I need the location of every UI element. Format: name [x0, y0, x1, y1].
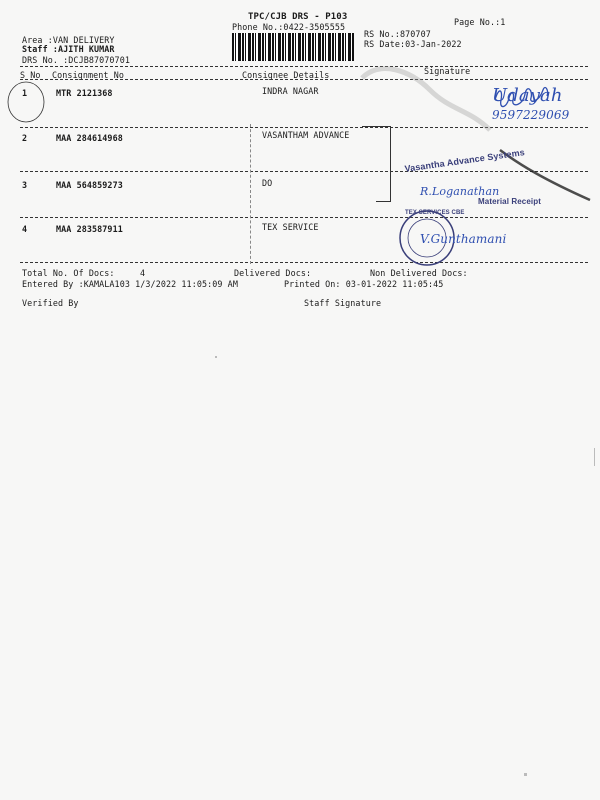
- col-header-consignee: Consignee Details: [242, 70, 330, 80]
- row-4-sno: 4: [22, 224, 28, 234]
- row-1-sno: 1: [22, 88, 28, 98]
- row-1-consignee: INDRA NAGAR: [262, 86, 319, 96]
- row-3-consignee: DO: [262, 178, 273, 188]
- handwritten-phone: 9597229069: [492, 108, 570, 122]
- non-delivered-docs-label: Non Delivered Docs:: [370, 268, 468, 278]
- col-header-consignment: Consignment No: [52, 70, 124, 80]
- row-3-sno: 3: [22, 180, 28, 190]
- row-4-consignment: MAA 283587911: [56, 224, 123, 234]
- printed-on: Printed On: 03-01-2022 11:05:45: [284, 279, 444, 289]
- col-header-signature: Signature: [424, 66, 471, 76]
- annotations-layer: [0, 0, 600, 270]
- drs-number: DRS No. :DCJB87070701: [22, 55, 130, 65]
- company-stamp-line-1: Vasantha Advance Systems: [404, 147, 526, 174]
- scan-speck: [524, 773, 527, 776]
- row-4-consignee: TEX SERVICE: [262, 222, 319, 232]
- row-2-consignee: VASANTHAM ADVANCE: [262, 130, 350, 140]
- entered-by: Entered By :KAMALA103 1/3/2022 11:05:09 AM: [22, 279, 238, 289]
- area-field: Area :VAN DELIVERY: [22, 35, 115, 45]
- round-stamp-signature: V.Gunthamani: [420, 232, 507, 246]
- row-2-sno: 2: [22, 133, 28, 143]
- staff-signature: Staff Signature: [304, 298, 382, 308]
- handwritten-name: Udayah: [492, 85, 563, 106]
- scan-speck: [594, 448, 595, 466]
- row-2-consignment: MAA 284614968: [56, 133, 123, 143]
- staff-field: Staff :AJITH KUMAR: [22, 44, 115, 54]
- verified-by: Verified By: [22, 298, 79, 308]
- total-docs-label: Total No. Of Docs:: [22, 268, 115, 278]
- col-header-sno: S No: [20, 70, 41, 80]
- phone-number: Phone No.:0422-3505555: [232, 22, 346, 32]
- delivered-docs-label: Delivered Docs:: [234, 268, 312, 278]
- total-docs-value: 4: [140, 268, 146, 278]
- smudge-mark: [362, 69, 490, 130]
- rs-date: RS Date:03-Jan-2022: [364, 39, 462, 49]
- rs-number: RS No.:870707: [364, 29, 431, 39]
- row-3-consignment: MAA 564859273: [56, 180, 123, 190]
- row-1-consignment: MTR 2121368: [56, 88, 113, 98]
- circle-mark-row-1: [8, 82, 44, 122]
- scan-speck: [215, 356, 217, 358]
- company-stamp-line-2: Material Receipt: [478, 197, 541, 206]
- page-number: Page No.:1: [454, 17, 506, 27]
- round-stamp-text: TEX SERVICES CBE: [405, 210, 465, 216]
- handwritten-receiver: R.Loganathan: [420, 185, 500, 198]
- sheet-title: TPC/CJB DRS - P103: [248, 12, 348, 22]
